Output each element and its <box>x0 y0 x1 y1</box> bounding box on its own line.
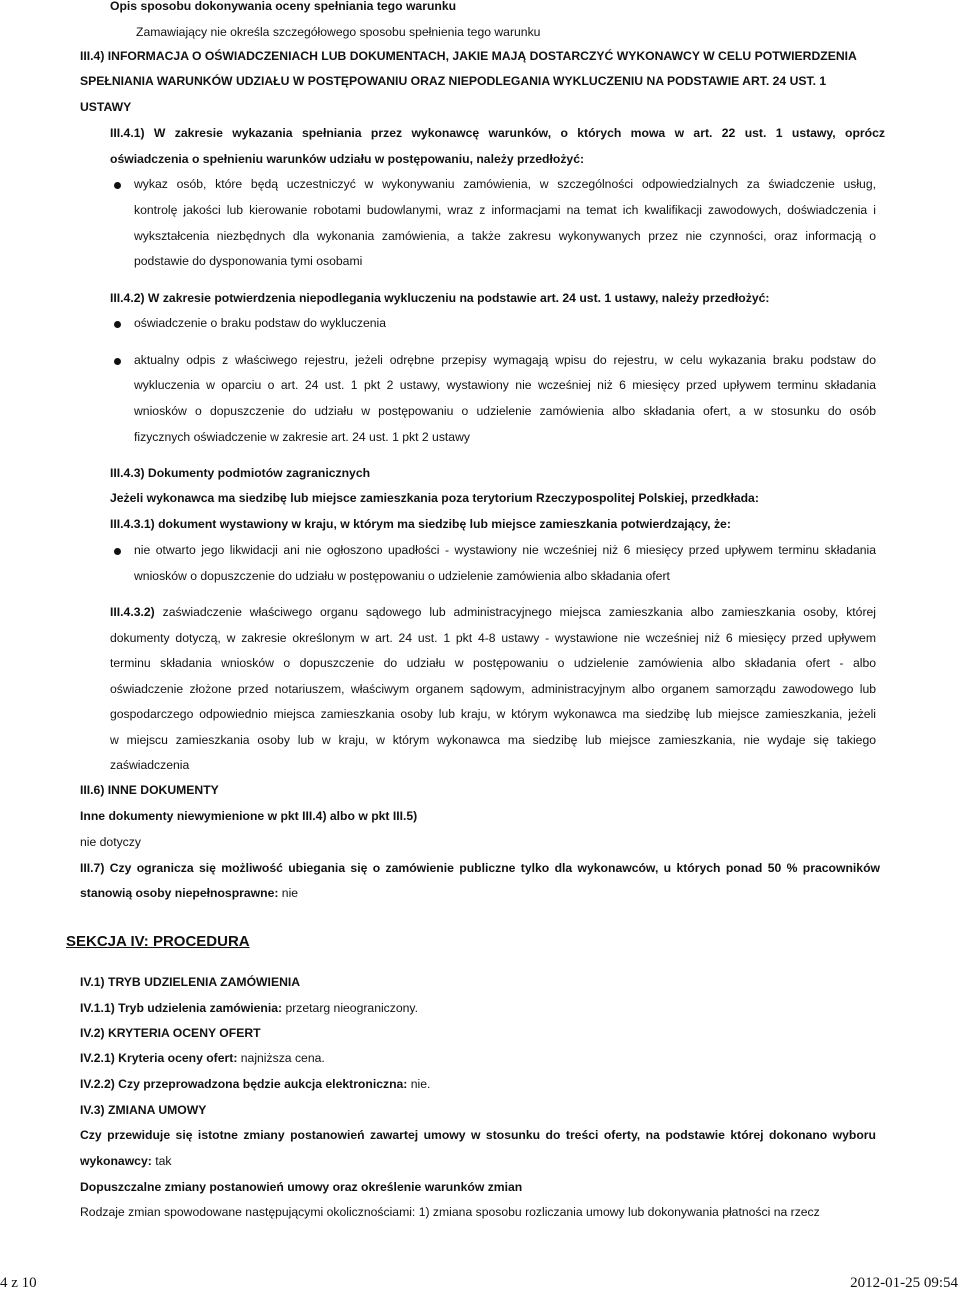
section-heading-iv3: IV.3) ZMIANA UMOWY <box>80 1103 207 1117</box>
list-item: wykaz osób, które będą uczestniczyć w wykonywaniu zamówienia, w szczególności odpowiedzialnych za świadczenie usług, <box>134 177 876 191</box>
section-heading-iv2: IV.2) KRYTERIA OCENY OFERT <box>80 1026 261 1040</box>
section-title-iv: SEKCJA IV: PROCEDURA <box>66 933 250 950</box>
question-label: stanowią osoby niepełnosprawne: <box>80 886 279 900</box>
text-line: Zamawiający nie określa szczegółowego sposobu spełnienia tego warunku <box>136 25 541 39</box>
section-heading-iii7-cont <box>80 885 298 901</box>
page-number: 4 z 10 <box>0 1275 37 1291</box>
section-heading-iii7: III.7) Czy ogranicza się możliwość ubiegania się o zamówienie publiczne tylko dla wykonawców, u których ponad 50 % pracowników <box>80 861 880 875</box>
list-item-cont: podstawie do dysponowania tymi osobami <box>134 254 363 268</box>
subsection-iii432-label: III.4.3.2) <box>110 605 155 619</box>
subsection-iii41-cont: oświadczenia o spełnieniu warunków udziału w postępowaniu, należy przedłożyć: <box>110 152 585 166</box>
text-line: gospodarczego odpowiednio miejsca zamieszkania osoby lub kraju, w którym wykonawca ma siedzibę lub miejsce zamieszkania, jeżeli <box>110 707 876 721</box>
text-line: terminu składania wniosków o dopuszczenie do udziału w postępowaniu o udzielenie zamówienia albo składania ofert - albo <box>110 656 876 670</box>
list-item: oświadczenie o braku podstaw do wykluczenia <box>134 316 387 330</box>
text-line: oświadczenie złożone przed notariuszem, właściwym organem sądowym, administracyjnym albo organem samorządu zawodowego lub <box>110 682 876 696</box>
bullet-icon <box>114 182 121 189</box>
question-contract-changes: Czy przewiduje się istotne zmiany postanowień zawartej umowy w stosunku do treści oferty, na podstawie której dokonano wyboru <box>80 1128 876 1142</box>
answer-value: nie. <box>407 1077 431 1091</box>
bullet-icon <box>114 548 121 555</box>
list-item-cont: kontrolę jakości lub kierowanie robotami budowlanymi, wraz z informacjami na temat ich kwalifikacji zawodowych, doświadczenia i <box>134 203 876 217</box>
answer-value: nie <box>278 886 299 900</box>
text-line: w miejscu zamieszkania osoby lub w kraju, w którym wykonawca ma siedzibę lub miejsce zamieszkania, nie wydaje się takiego <box>110 733 876 747</box>
section-heading-iv1: IV.1) TRYB UDZIELENIA ZAMÓWIENIA <box>80 975 301 989</box>
bullet-icon <box>114 358 121 365</box>
subsection-iii43-intro: Jeżeli wykonawca ma siedzibę lub miejsce zamieszkania poza terytorium Rzeczypospolitej Polskiej, przedkłada: <box>110 491 759 505</box>
text-line: dokumenty dotyczą, w zakresie określonym w art. 24 ust. 1 pkt 4-8 ustawy - wystawione nie wcześniej niż 6 miesięcy przed upływem <box>110 631 876 645</box>
question-contract-changes-cont <box>80 1153 171 1169</box>
bullet-icon <box>114 321 121 328</box>
subheading-allowed-changes: Dopuszczalne zmiany postanowień umowy oraz określenie warunków zmian <box>80 1180 523 1194</box>
subsection-iii431: III.4.3.1) dokument wystawiony w kraju, w którym ma siedzibę lub miejsce zamieszkania potwierdzający, że: <box>110 517 731 531</box>
section-heading-iii4-cont: SPEŁNIANIA WARUNKÓW UDZIAŁU W POSTĘPOWANIU ORAZ NIEPODLEGANIA WYKLUCZENIU NA PODSTAWIE ART. 24 UST. 1 <box>80 74 827 88</box>
text-line: zaświadczenia <box>110 758 190 772</box>
text-line: nie dotyczy <box>80 835 141 849</box>
text-line: Rodzaje zmian spowodowane następującymi okolicznościami: 1) zmiana sposobu rozliczania umowy lub dokonywania płatności na rzecz <box>80 1205 820 1219</box>
subsection-iii42: III.4.2) W zakresie potwierdzenia niepodlegania wykluczeniu na podstawie art. 24 ust. 1 ustawy, należy przedłożyć: <box>110 291 770 305</box>
print-datetime: 2012-01-25 09:54 <box>850 1275 958 1291</box>
answer-value: przetarg nieograniczony. <box>282 1001 419 1015</box>
section-heading-iii4-cont2: USTAWY <box>80 100 132 114</box>
list-item-cont: wykluczenia w oparciu o art. 24 ust. 1 pkt 2 ustawy, wystawiony nie wcześniej niż 6 miesięcy przed upływem terminu składania <box>134 378 876 392</box>
question-label: IV.1.1) Tryb udzielenia zamówienia: <box>80 1001 283 1015</box>
question-label: IV.2.1) Kryteria oceny ofert: <box>80 1051 238 1065</box>
list-item: aktualny odpis z właściwego rejestru, jeżeli odrębne przepisy wymagają wpisu do rejestru, w celu wykazania braku podstaw do <box>134 353 876 367</box>
subheading-other-documents: Inne dokumenty niewymienione w pkt III.4) albo w pkt III.5) <box>80 809 418 823</box>
section-heading-iii4: III.4) INFORMACJA O OŚWIADCZENIACH LUB DOKUMENTACH, JAKIE MAJĄ DOSTARCZYĆ WYKONAWCY W CELU POTWIERDZENIA <box>80 49 857 63</box>
subsection-iii43: III.4.3) Dokumenty podmiotów zagranicznych <box>110 466 371 480</box>
subsection-iii41: III.4.1) W zakresie wykazania spełniania przez wykonawcę warunków, o których mowa w art. 22 ust. 1 ustawy, oprócz <box>110 126 885 140</box>
question-label: wykonawcy: <box>80 1154 152 1168</box>
section-heading-iii6: III.6) INNE DOKUMENTY <box>80 783 219 797</box>
subsection-iii432 <box>110 604 876 620</box>
question-label: IV.2.2) Czy przeprowadzona będzie aukcja elektroniczna: <box>80 1077 408 1091</box>
list-item-cont: wykształcenia niezbędnych dla wykonania zamówienia, a także zakresu wykonywanych przez nie czynności, oraz informacją o <box>134 229 876 243</box>
list-item-cont: wniosków o dopuszczenie do udziału w postępowaniu o udzielenie zamówienia albo składania ofert <box>134 569 670 583</box>
subsection-iii432-text: zaświadczenie właściwego organu sądowego lub administracyjnego miejsca zamieszkania albo zamieszkania osoby, której <box>154 605 876 619</box>
heading-condition-assessment: Opis sposobu dokonywania oceny spełniania tego warunku <box>110 0 457 13</box>
answer-value: najniższa cena. <box>237 1051 325 1065</box>
list-item-cont: fizycznych oświadczenie w zakresie art. 24 ust. 1 pkt 2 ustawy <box>134 430 470 444</box>
answer-value: tak <box>151 1154 172 1168</box>
subsection-iv11 <box>80 1000 418 1016</box>
list-item-cont: wniosków o dopuszczenie do udziału w postępowaniu o udzielenie zamówienia albo składania ofert, a w stosunku do osób <box>134 404 876 418</box>
subsection-iv22 <box>80 1076 430 1092</box>
subsection-iv21 <box>80 1050 325 1066</box>
list-item: nie otwarto jego likwidacji ani nie ogłoszono upadłości - wystawiony nie wcześniej niż 6 miesięcy przed upływem terminu składania <box>134 543 876 557</box>
